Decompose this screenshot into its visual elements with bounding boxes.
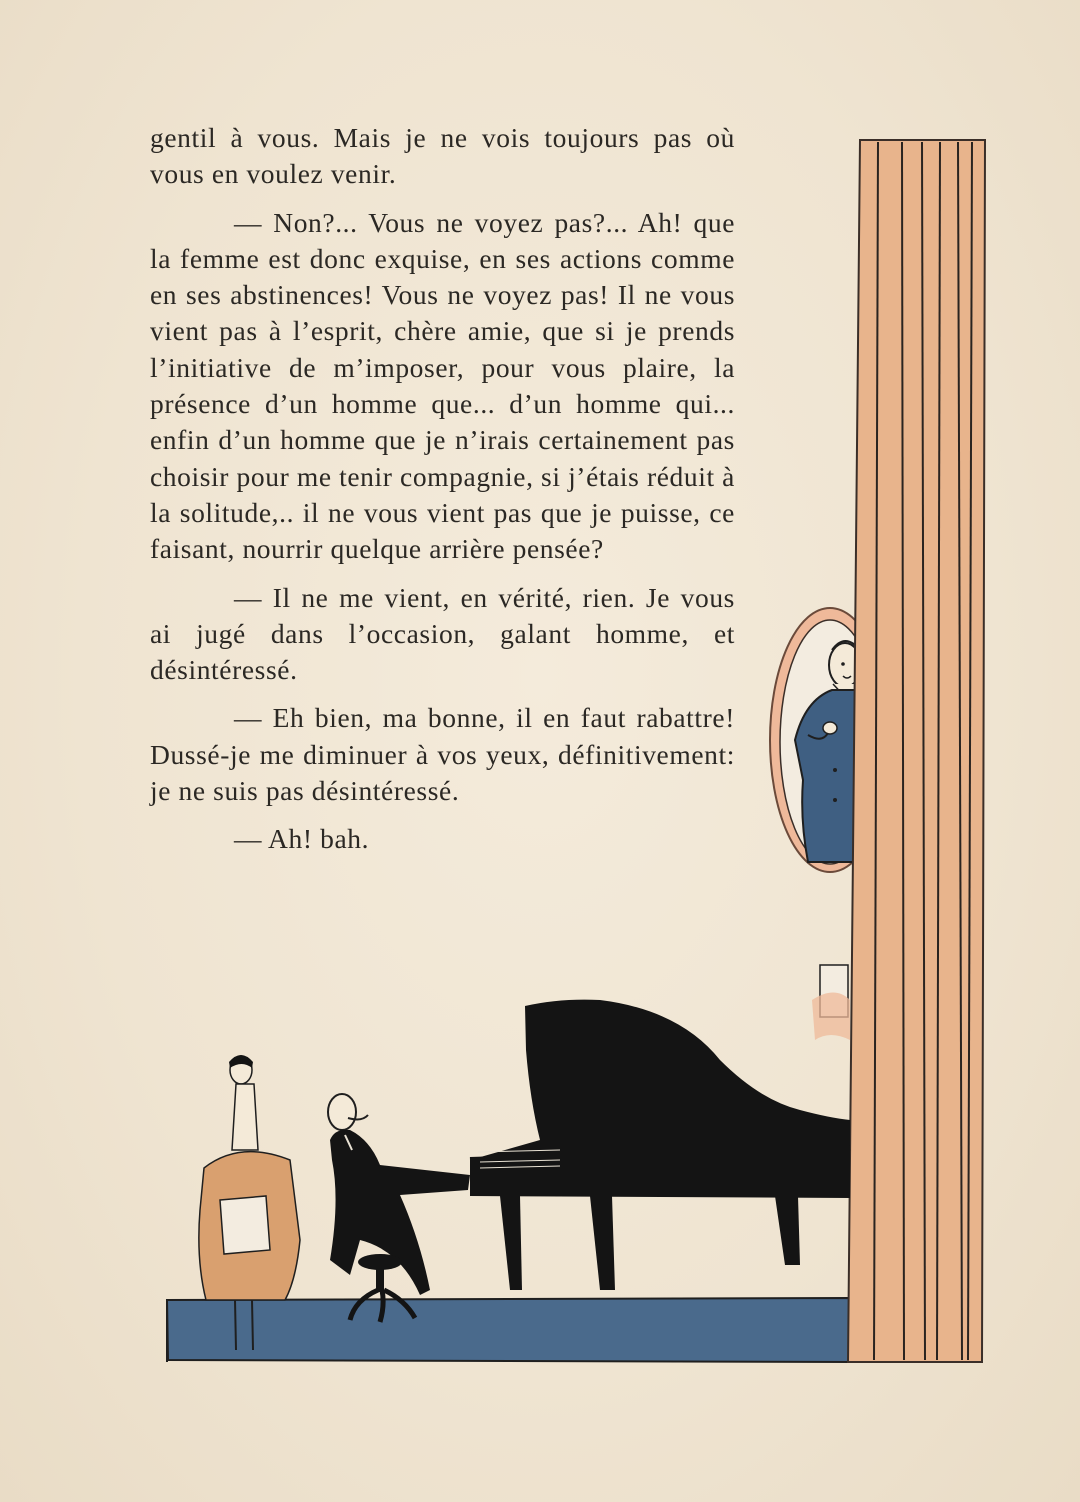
floor [167, 1000, 852, 1362]
paragraph-5: — Ah! bah. [234, 823, 370, 855]
oval-mirror [770, 608, 890, 872]
wall-panel [820, 965, 848, 1017]
piano-stool [350, 1254, 415, 1322]
paragraph-3: — Il ne me vient, en vérité, rien. Je vous ai jugé dans l’occasion, galant homme, et désintéressé. [150, 581, 735, 686]
page-text [150, 120, 735, 870]
singer-figure [199, 1055, 300, 1350]
paragraph-1: gentil à vous. Mais je ne vois toujours pas où vous en voulez venir. [150, 122, 735, 190]
grand-piano [470, 1000, 850, 1290]
pianist-figure [328, 1094, 470, 1295]
paragraph-2: — Non?... Vous ne voyez pas?... Ah! que la femme est donc exquise, en ses actions comme en ses abstinences! Vous ne voyez pas! Il ne vous vient pas à l’esprit, chère amie, que si je prends l’initiative de m’imposer, pour vous plaire, la présence d’un homme que... d’un homme qui... enfin d’un homme que je n’irais certainement pas choisir pour me tenir compagnie, si j’étais réduit à la solitude,.. il ne vous vient pas que je puisse, ce faisant, nourrir quelque arrière pensée? [150, 206, 735, 565]
curtain [848, 140, 985, 1362]
paragraph-4: — Eh bien, ma bonne, il en faut rabattre! Dussé-je me diminuer à vos yeux, définitivement: je ne suis pas désintéressé. [150, 702, 735, 807]
peeking-man-figure [795, 641, 866, 862]
